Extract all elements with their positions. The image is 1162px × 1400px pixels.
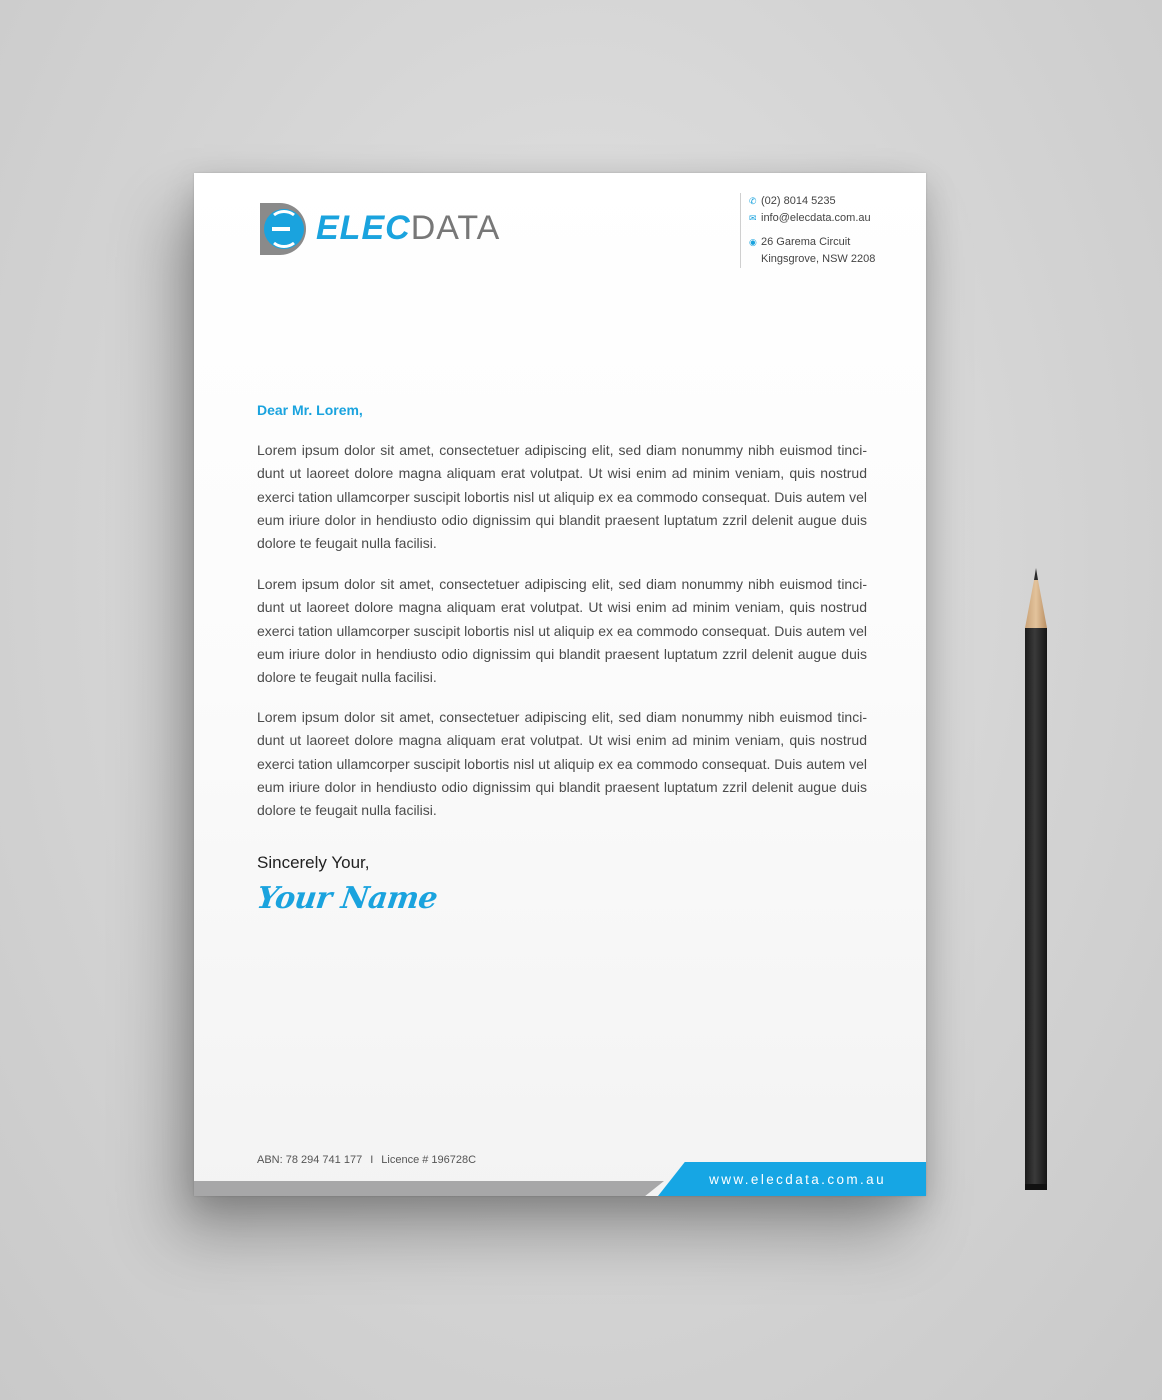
letter-paragraph: Lorem ipsum dolor sit amet, consectetuer adipiscing elit, sed diam nonummy nibh euismod tinci-dunt ut laoreet dolore magna aliquam erat volutpat. Ut wisi enim ad minim veniam, quis nostrud exerci tation ullamcorper suscipit lobortis nisl ut aliquip ex ea commodo consequat. Duis autem vel eum iriure dolor in hendiusto odio dignissim qui blandit praesent luptatum zzril delenit augue duis dolore te feugait nulla facilisi. [257, 576, 867, 686]
footer-registration [257, 1154, 476, 1166]
letter-signature: Your Name [254, 881, 440, 916]
contact-block [740, 193, 889, 268]
logo-word-elec: ELEC [316, 209, 411, 247]
contact-address-row-2 [749, 251, 889, 268]
contact-email-row [749, 210, 889, 227]
letter-paragraph: Lorem ipsum dolor sit amet, consectetuer adipiscing elit, sed diam nonummy nibh euismod tinci-dunt ut laoreet dolore magna aliquam erat volutpat. Ut wisi enim ad minim veniam, quis nostrud exerci tation ullamcorper suscipit lobortis nisl ut aliquip ex ea commodo consequat. Duis autem vel eum iriure dolor in hendiusto odio dignissim qui blandit praesent luptatum zzril delenit augue duis dolore te feugait nulla facilisi. [257, 442, 867, 552]
company-logo [256, 201, 536, 261]
logo-word-data: DATA [410, 209, 501, 247]
location-icon: ◉ [749, 237, 757, 247]
contact-phone-row [749, 193, 889, 210]
logo-wordmark [316, 211, 500, 245]
logo-mark-icon [256, 201, 308, 257]
contact-address-line1: 26 Garema Circuit [761, 236, 851, 248]
contact-phone: (02) 8014 5235 [761, 195, 836, 207]
letterhead-paper [194, 173, 926, 1196]
letter-greeting: Dear Mr. Lorem, [257, 402, 363, 418]
letter-closing: Sincerely Your, [257, 853, 370, 872]
footer-grey-band [194, 1181, 664, 1196]
contact-address-row [749, 234, 889, 251]
contact-email: info@elecdata.com.au [761, 212, 871, 224]
footer-licence: Licence # 196728C [381, 1154, 477, 1166]
phone-icon: ✆ [749, 196, 757, 206]
footer-separator: I [370, 1154, 374, 1166]
letter-paragraph: Lorem ipsum dolor sit amet, consectetuer adipiscing elit, sed diam nonummy nibh euismod tinci-dunt ut laoreet dolore magna aliquam erat volutpat. Ut wisi enim ad minim veniam, quis nostrud exerci tation ullamcorper suscipit lobortis nisl ut aliquip ex ea commodo consequat. Duis autem vel eum iriure dolor in hendiusto odio dignissim qui blandit praesent luptatum zzril delenit augue duis dolore te feugait nulla facilisi. [257, 709, 867, 819]
pencil-icon [1021, 568, 1051, 1193]
email-icon: ✉ [749, 213, 757, 223]
footer-abn: ABN: 78 294 741 177 [257, 1154, 363, 1166]
contact-address-line2: Kingsgrove, NSW 2208 [761, 253, 876, 265]
footer-website: www.elecdata.com.au [709, 1172, 886, 1187]
